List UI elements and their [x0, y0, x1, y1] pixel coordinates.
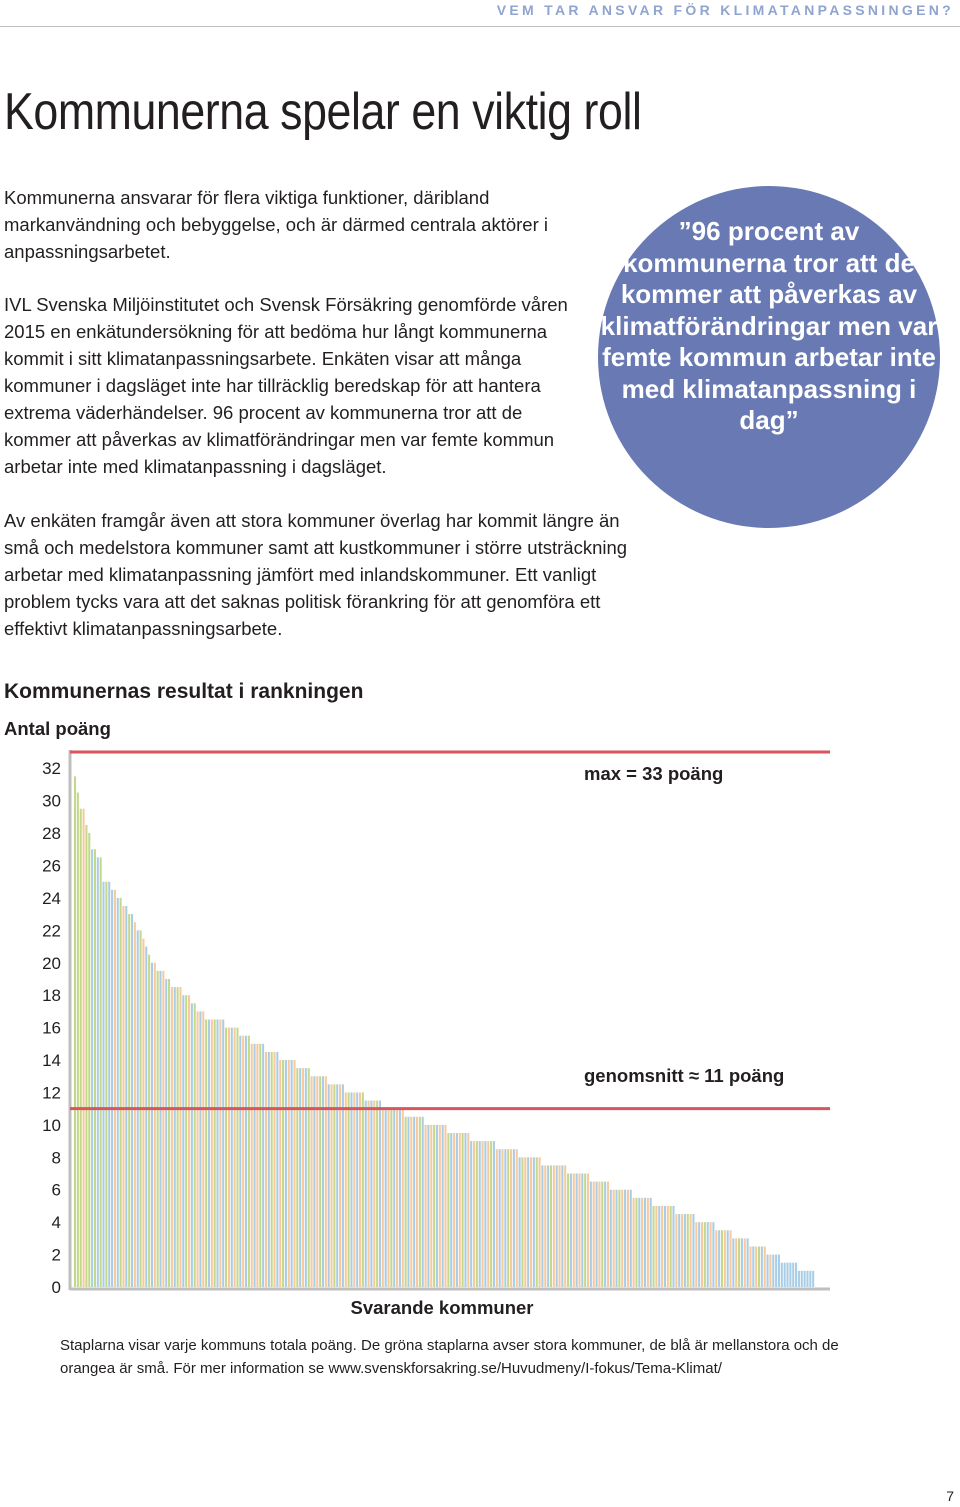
bar — [373, 1101, 375, 1287]
bar — [681, 1214, 683, 1287]
bar — [616, 1190, 618, 1287]
bar — [254, 1044, 256, 1287]
y-tick-label: 26 — [42, 856, 61, 876]
bar — [624, 1190, 626, 1287]
bar — [596, 1182, 598, 1287]
bar — [422, 1117, 424, 1287]
bar — [464, 1133, 466, 1287]
bar — [744, 1238, 746, 1287]
bar — [550, 1165, 552, 1287]
bar — [772, 1255, 774, 1287]
y-tick-labels — [42, 759, 61, 1297]
y-tick-label: 32 — [42, 759, 61, 779]
bar — [305, 1068, 307, 1287]
bar — [111, 890, 113, 1287]
bar — [533, 1157, 535, 1287]
bar — [539, 1157, 541, 1287]
body-paragraph-3: Av enkäten framgår även att stora kommuner överlag har kommit längre än små och medelstora kommuner samt att kustkommuner i större utsträckning arbetar med klimatanpassning jämfört med inlandskommuner. Ett vanligt problem tycks vara att det saknas politisk förankring för att genomföra ett effektivt klimatanpassningsarbete. — [4, 510, 628, 639]
bar — [456, 1133, 458, 1287]
y-axis-title: Antal poäng — [4, 718, 111, 739]
page-title: Kommunerna spelar en viktig roll — [4, 83, 642, 141]
bar — [789, 1263, 791, 1287]
bar — [336, 1084, 338, 1287]
bar — [245, 1036, 247, 1287]
bar — [271, 1052, 273, 1287]
y-tick-label: 14 — [42, 1051, 61, 1071]
bar — [513, 1149, 515, 1287]
bar — [145, 947, 147, 1287]
bar — [450, 1133, 452, 1287]
bar — [516, 1149, 518, 1287]
bar — [259, 1044, 261, 1287]
bar — [732, 1238, 734, 1287]
bar — [288, 1060, 290, 1287]
bar — [559, 1165, 561, 1287]
bar — [282, 1060, 284, 1287]
bar — [576, 1174, 578, 1287]
bar — [755, 1246, 757, 1287]
bar — [453, 1133, 455, 1287]
bar — [658, 1206, 660, 1287]
pull-quote-text: ”96 procent av kommunerna tror att de kommer att påverkas av klimatförändringar men var femte kommun arbetar inte med klimatanpassning i dag” — [600, 216, 938, 435]
bar — [607, 1182, 609, 1287]
bar — [333, 1084, 335, 1287]
bar — [345, 1092, 347, 1287]
y-tick-label: 0 — [51, 1278, 61, 1297]
bar — [251, 1044, 253, 1287]
bar — [499, 1149, 501, 1287]
bar — [362, 1092, 364, 1287]
bar — [502, 1149, 504, 1287]
bar — [388, 1109, 390, 1287]
bar — [274, 1052, 276, 1287]
bar — [442, 1125, 444, 1287]
bar — [368, 1101, 370, 1287]
y-tick-label: 22 — [42, 921, 61, 941]
bar — [91, 849, 93, 1287]
bar — [97, 857, 99, 1287]
bar — [348, 1092, 350, 1287]
bar — [199, 1011, 201, 1287]
chart-caption: Staplarna visar varje kommuns totala poäng. De gröna staplarna avser stora kommuner, de blå är mellanstora och de orangea är små. För mer information se www.svenskforsakring.se/Huvudmeny/I-fokus/Tema-Klimat/ — [60, 1337, 839, 1377]
bar — [524, 1157, 526, 1287]
bar — [83, 809, 85, 1287]
bar — [675, 1214, 677, 1287]
bar — [405, 1117, 407, 1287]
bar — [231, 1028, 233, 1287]
bar — [798, 1271, 800, 1287]
body-paragraph-2: IVL Svenska Miljöinstitutet och Svensk Försäkring genomförde våren 2015 en enkätundersökning för att bedöma hur långt kommunerna kommit i sitt klimatanpassningsarbete. Enkäten visar att många kommuner i dagsläget inte har tillräcklig beredskap för att hantera extrema väderhändelser. 96 procent av kommunerna tror att de kommer att påverkas av klimatförändringar men var femte kommun arbetar inte med klimatanpassning i dagsläget. — [4, 294, 568, 477]
bar — [413, 1117, 415, 1287]
bar — [633, 1198, 635, 1287]
reference-line-label: max = 33 poäng — [584, 763, 724, 784]
bar — [393, 1109, 395, 1287]
bar — [601, 1182, 603, 1287]
bar — [806, 1271, 808, 1287]
bar — [778, 1255, 780, 1287]
bar — [467, 1133, 469, 1287]
bar — [342, 1084, 344, 1287]
bar — [74, 776, 76, 1287]
bar — [436, 1125, 438, 1287]
bar — [581, 1174, 583, 1287]
y-tick-label: 28 — [42, 824, 61, 844]
bar — [661, 1206, 663, 1287]
bar — [171, 987, 173, 1287]
bar — [154, 963, 156, 1287]
bar — [507, 1149, 509, 1287]
bar — [396, 1109, 398, 1287]
bar — [234, 1028, 236, 1287]
bar — [704, 1222, 706, 1287]
bar — [228, 1028, 230, 1287]
bar — [655, 1206, 657, 1287]
y-tick-label: 30 — [42, 791, 61, 811]
bar — [521, 1157, 523, 1287]
bar — [194, 1003, 196, 1287]
bar — [416, 1117, 418, 1287]
bar — [382, 1109, 384, 1287]
bar — [108, 882, 110, 1287]
bar — [598, 1182, 600, 1287]
bar — [470, 1141, 472, 1287]
bar — [117, 898, 119, 1287]
bar — [561, 1165, 563, 1287]
bar — [567, 1174, 569, 1287]
bar — [385, 1109, 387, 1287]
bar — [157, 971, 159, 1287]
bar — [88, 833, 90, 1287]
bar — [718, 1230, 720, 1287]
bars-group — [74, 776, 814, 1287]
bar — [359, 1092, 361, 1287]
bar — [188, 995, 190, 1287]
bar — [724, 1230, 726, 1287]
bar — [630, 1190, 632, 1287]
bar — [747, 1238, 749, 1287]
bar — [407, 1117, 409, 1287]
bar — [695, 1222, 697, 1287]
bar — [664, 1206, 666, 1287]
bar — [459, 1133, 461, 1287]
bar — [85, 825, 87, 1287]
bar — [285, 1060, 287, 1287]
bar — [490, 1141, 492, 1287]
bar — [590, 1182, 592, 1287]
bar — [604, 1182, 606, 1287]
bar — [707, 1222, 709, 1287]
y-tick-label: 6 — [51, 1180, 61, 1200]
y-tick-label: 18 — [42, 986, 61, 1006]
bar — [775, 1255, 777, 1287]
bar — [350, 1092, 352, 1287]
bar — [482, 1141, 484, 1287]
bar — [627, 1190, 629, 1287]
bar — [462, 1133, 464, 1287]
bar — [487, 1141, 489, 1287]
bar — [781, 1263, 783, 1287]
bar — [225, 1028, 227, 1287]
bar — [504, 1149, 506, 1287]
bar — [279, 1060, 281, 1287]
y-tick-label: 12 — [42, 1083, 61, 1103]
bar — [182, 995, 184, 1287]
bar — [151, 963, 153, 1287]
y-tick-label: 20 — [42, 953, 61, 973]
bar — [370, 1101, 372, 1287]
bar — [211, 1020, 213, 1288]
bar — [758, 1246, 760, 1287]
bar — [308, 1068, 310, 1287]
bar — [94, 849, 96, 1287]
y-tick-label: 2 — [51, 1245, 61, 1265]
bar — [784, 1263, 786, 1287]
bar — [479, 1141, 481, 1287]
bar — [684, 1214, 686, 1287]
bar — [439, 1125, 441, 1287]
bar — [390, 1109, 392, 1287]
bar — [208, 1020, 210, 1288]
bar — [553, 1165, 555, 1287]
bar — [610, 1190, 612, 1287]
bar — [618, 1190, 620, 1287]
bar — [148, 955, 150, 1287]
bar — [165, 979, 167, 1287]
bar — [667, 1206, 669, 1287]
bar — [587, 1174, 589, 1287]
bar — [328, 1084, 330, 1287]
bar — [801, 1271, 803, 1287]
bar — [804, 1271, 806, 1287]
bar — [276, 1052, 278, 1287]
bar — [256, 1044, 258, 1287]
pull-quote-circle — [598, 186, 940, 528]
bar — [425, 1125, 427, 1287]
bar — [787, 1263, 789, 1287]
bar — [473, 1141, 475, 1287]
bar — [427, 1125, 429, 1287]
bar — [690, 1214, 692, 1287]
bar — [191, 1003, 193, 1287]
bar — [262, 1044, 264, 1287]
bar — [741, 1238, 743, 1287]
bar — [484, 1141, 486, 1287]
bar — [291, 1060, 293, 1287]
bar — [410, 1117, 412, 1287]
bar — [379, 1101, 381, 1287]
bar — [761, 1246, 763, 1287]
bar — [547, 1165, 549, 1287]
bar — [476, 1141, 478, 1287]
bar — [430, 1125, 432, 1287]
y-tick-label: 16 — [42, 1018, 61, 1038]
bar — [644, 1198, 646, 1287]
bar — [738, 1238, 740, 1287]
bar — [749, 1246, 751, 1287]
bar — [692, 1214, 694, 1287]
bar — [564, 1165, 566, 1287]
bar — [331, 1084, 333, 1287]
running-header: VEM TAR ANSVAR FÖR KLIMATANPASSNINGEN? — [496, 2, 954, 18]
bar — [197, 1011, 199, 1287]
bar — [701, 1222, 703, 1287]
bar — [792, 1263, 794, 1287]
bar — [100, 857, 102, 1287]
bar — [641, 1198, 643, 1287]
x-axis-title: Svarande kommuner — [350, 1297, 534, 1318]
bar — [638, 1198, 640, 1287]
bar — [185, 995, 187, 1287]
bar — [162, 971, 164, 1287]
bar — [114, 890, 116, 1287]
bar — [721, 1230, 723, 1287]
bar — [103, 882, 105, 1287]
bar — [293, 1060, 295, 1287]
bar — [493, 1141, 495, 1287]
bar — [419, 1117, 421, 1287]
bar — [131, 914, 133, 1287]
bar — [365, 1101, 367, 1287]
bar — [236, 1028, 238, 1287]
bar — [530, 1157, 532, 1287]
bar — [399, 1109, 401, 1287]
bar — [134, 922, 136, 1287]
bar — [445, 1125, 447, 1287]
bar — [120, 898, 122, 1287]
bar — [767, 1255, 769, 1287]
bar — [447, 1133, 449, 1287]
bar — [239, 1036, 241, 1287]
bar — [752, 1246, 754, 1287]
bar — [650, 1198, 652, 1287]
bar — [433, 1125, 435, 1287]
bar — [77, 793, 79, 1287]
bar — [812, 1271, 814, 1287]
bar — [735, 1238, 737, 1287]
bar — [248, 1036, 250, 1287]
bar — [376, 1101, 378, 1287]
bar — [402, 1109, 404, 1287]
y-tick-label: 10 — [42, 1115, 61, 1135]
bar — [222, 1020, 224, 1288]
bar — [174, 987, 176, 1287]
bar — [125, 906, 127, 1287]
bar — [302, 1068, 304, 1287]
bar — [128, 914, 130, 1287]
bar — [242, 1036, 244, 1287]
bar — [105, 882, 107, 1287]
bar — [635, 1198, 637, 1287]
bar — [570, 1174, 572, 1287]
bar — [356, 1092, 358, 1287]
header-rule — [0, 26, 960, 27]
bar — [678, 1214, 680, 1287]
bar — [160, 971, 162, 1287]
y-tick-label: 8 — [51, 1148, 61, 1168]
bar — [202, 1011, 204, 1287]
bar — [353, 1092, 355, 1287]
bar — [764, 1246, 766, 1287]
bar — [809, 1271, 811, 1287]
bar — [573, 1174, 575, 1287]
bar — [578, 1174, 580, 1287]
bar — [299, 1068, 301, 1287]
bar — [536, 1157, 538, 1287]
bar — [584, 1174, 586, 1287]
bar — [142, 938, 144, 1287]
bar — [122, 906, 124, 1287]
bar — [687, 1214, 689, 1287]
bar — [265, 1052, 267, 1287]
page-number: 7 — [946, 1488, 954, 1504]
bar — [219, 1020, 221, 1288]
bar — [715, 1230, 717, 1287]
bar — [593, 1182, 595, 1287]
bar — [541, 1165, 543, 1287]
bar — [712, 1222, 714, 1287]
bar — [177, 987, 179, 1287]
bar — [556, 1165, 558, 1287]
bar — [510, 1149, 512, 1287]
y-tick-label: 4 — [51, 1213, 61, 1233]
bar — [80, 809, 82, 1287]
bar — [214, 1020, 216, 1288]
bar — [217, 1020, 219, 1288]
reference-line-label: genomsnitt ≈ 11 poäng — [584, 1065, 785, 1086]
bar — [670, 1206, 672, 1287]
bar — [527, 1157, 529, 1287]
bar — [653, 1206, 655, 1287]
bar — [673, 1206, 675, 1287]
bar — [613, 1190, 615, 1287]
ranking-bar-chart — [0, 740, 960, 1330]
bar — [795, 1263, 797, 1287]
bar — [544, 1165, 546, 1287]
bar — [727, 1230, 729, 1287]
bar — [621, 1190, 623, 1287]
bar — [296, 1068, 298, 1287]
bar — [698, 1222, 700, 1287]
bar — [168, 979, 170, 1287]
bar — [268, 1052, 270, 1287]
bar — [205, 1020, 207, 1288]
bar — [647, 1198, 649, 1287]
chart-heading: Kommunernas resultat i rankningen — [4, 680, 364, 703]
bar — [769, 1255, 771, 1287]
body-paragraph-1: Kommunerna ansvarar för flera viktiga funktioner, däribland markanvändning och bebyggelse, och är därmed centrala aktörer i anpassningsarbetet. — [4, 187, 549, 262]
y-tick-label: 24 — [42, 888, 61, 908]
bar — [730, 1230, 732, 1287]
bar — [179, 987, 181, 1287]
bar — [710, 1222, 712, 1287]
bar — [339, 1084, 341, 1287]
bar — [519, 1157, 521, 1287]
bar — [496, 1149, 498, 1287]
